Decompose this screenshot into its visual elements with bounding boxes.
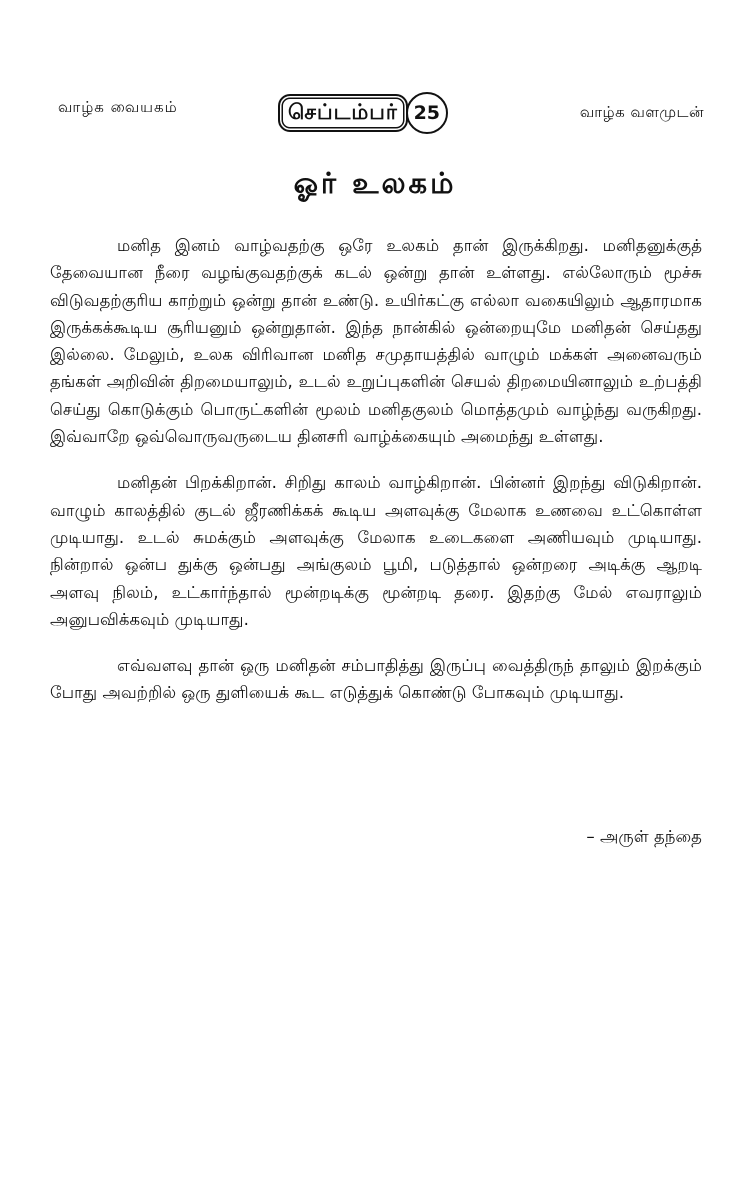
month-label: செப்டம்பர்	[278, 94, 408, 132]
header-right-text: வாழ்க வளமுடன்	[579, 103, 704, 121]
day-number: 25	[406, 92, 448, 134]
date-badge	[278, 92, 448, 134]
paragraph-1: மனித இனம் வாழ்வதற்கு ஒரே உலகம் தான் இருக்கிறது. மனிதனுக்குத் தேவையான நீரை வழங்குவதற்குக் கடல் ஒன்று தான் உள்ளது. எல்லோரும் மூச்சு விடுவதற்குரிய காற்றும் ஒன்று தான் உண்டு. உயிர்கட்கு எல்லா வகையிலும் ஆதாரமாக இருக்கக்கூடிய சூரியனும் ஒன்றுதான். இந்த நான்கில் ஒன்றையுமே மனிதன் செய்தது இல்லை. மேலும், உலக விரிவான மனித சமுதாயத்தில் வாழும் மக்கள் அனைவரும் தங்கள் அறிவின் திறமையாலும், உடல் உறுப்புகளின் செயல் திறமையினாலும் உற்பத்தி செய்து கொடுக்கும் பொருட்களின் மூலம் மனிதகுலம் மொத்தமும் வாழ்ந்து வருகிறது. இவ்வாறே ஒவ்வொருவருடைய தினசரி வாழ்க்கையும் அமைந்து உள்ளது.	[50, 236, 702, 447]
signature: – அருள் தந்தை	[586, 827, 702, 846]
paragraph-3: எவ்வளவு தான் ஒரு மனிதன் சம்பாதித்து இருப்பு வைத்திருந் தாலும் இறக்கும் போது அவற்றில் ஒரு துளியைக் கூட எடுத்துக் கொண்டு போகவும் முடியாது.	[50, 656, 702, 703]
page-title: ஓர் உலகம்	[293, 166, 457, 200]
header-left-text: வாழ்க வையகம்	[58, 98, 178, 116]
paragraph-2: மனிதன் பிறக்கிறான். சிறிது காலம் வாழ்கிறான். பின்னர் இறந்து விடுகிறான். வாழும் காலத்தில் குடல் ஜீரணிக்கக் கூடிய அளவுக்கு மேலாக உணவை உட்கொள்ள முடியாது. உடல் சுமக்கும் அளவுக்கு மேலாக உடைகளை அணியவும் முடியாது. நின்றால் ஒன்ப துக்கு ஒன்பது அங்குலம் பூமி, படுத்தால் ஒன்றரை அடிக்கு ஆறடி அளவு நிலம், உட்கார்ந்தால் மூன்றடிக்கு மூன்றடி தரை. இதற்கு மேல் எவராலும் அனுபவிக்கவும் முடியாது.	[50, 473, 702, 629]
body-text	[50, 232, 702, 726]
